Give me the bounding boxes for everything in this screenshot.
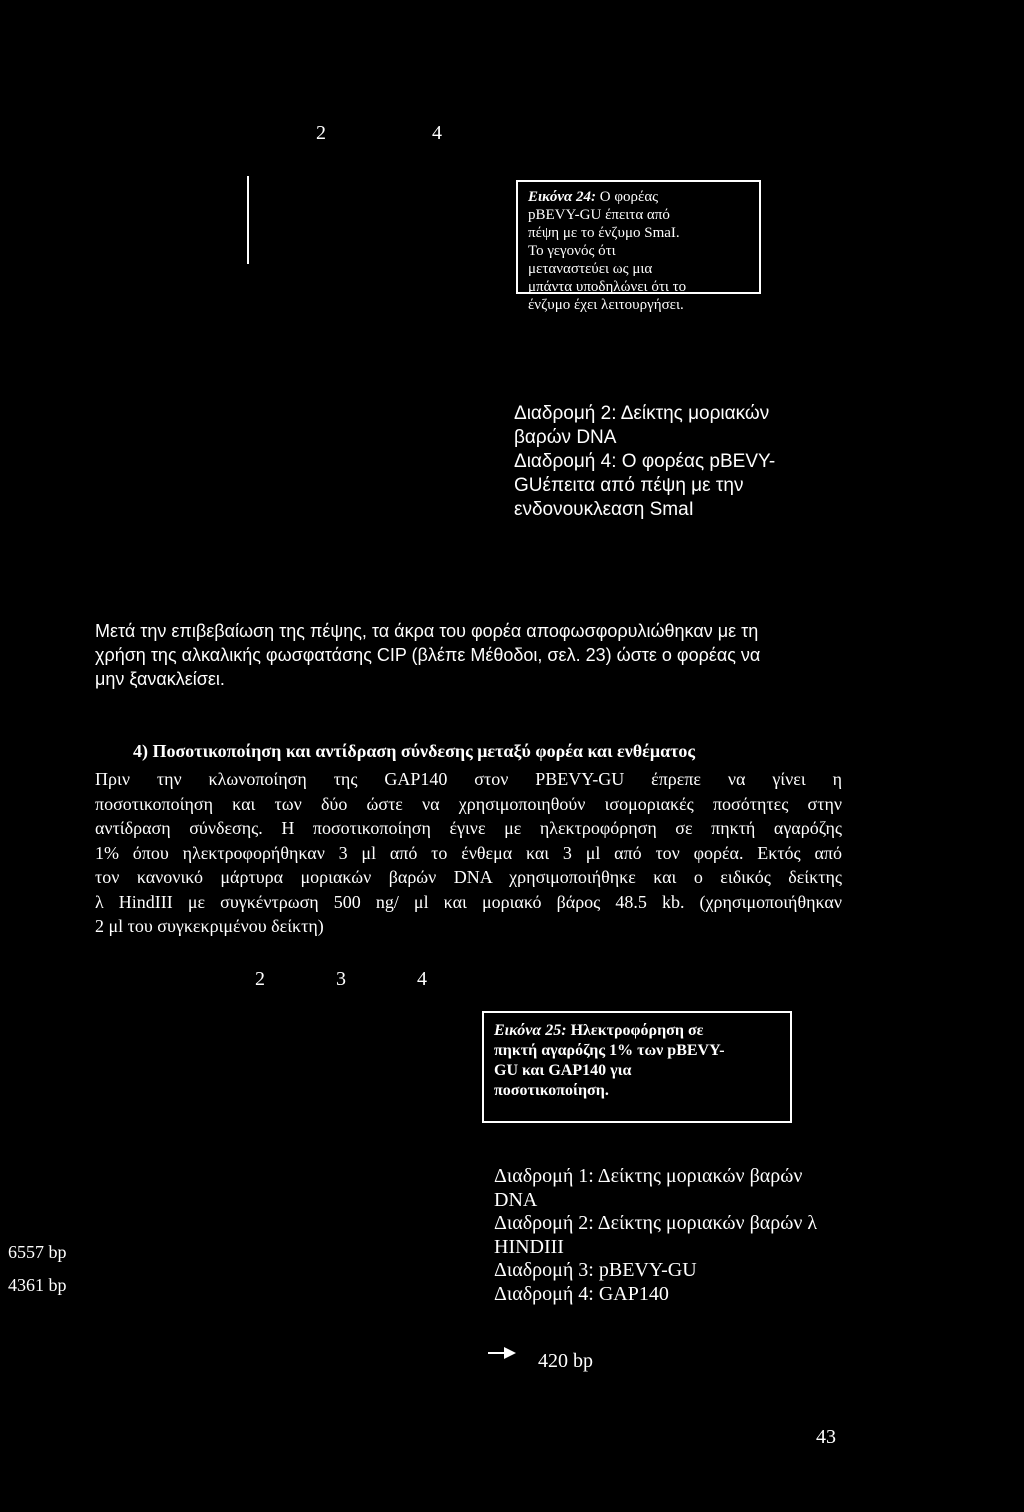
section-4-heading: 4) Ποσοτικοποίηση και αντίδραση σύνδεσης μεταξύ φορέα και ενθέματος (133, 741, 695, 761)
section4-line: ποσοτικοποίηση και των δύο ώστε να χρησιμοποιηθούν ισομοριακές ποσότητες στην (95, 793, 842, 814)
gel1-divider (247, 176, 249, 264)
section4-line: αντίδραση σύνδεσης. Η ποσοτικοποίηση έγινε με ηλεκτροφόρηση σε πηκτή αγαρόζης (95, 818, 842, 838)
legend2-line: DNA (494, 1188, 538, 1211)
legend2-line: HINDIII (494, 1235, 564, 1258)
page-number: 43 (816, 1426, 836, 1448)
caption-25 (482, 1011, 792, 1123)
gel2-lane-3: 3 (336, 968, 346, 990)
caption-25-line: ποσοτικοποίηση. (494, 1082, 609, 1099)
section-4-body (95, 767, 842, 939)
legend2-line: Διαδρομή 1: Δείκτης μοριακών βαρών (494, 1165, 803, 1187)
section4-line: Πριν την κλωνοποίηση της GAP140 στον PBEVY-GU έπρεπε να γίνει η (95, 769, 842, 789)
caption-24 (516, 180, 761, 313)
para1-line: μην ξανακλείσει. (95, 669, 225, 689)
legend2-line: Διαδρομή 3: pBEVY-GU (494, 1259, 697, 1281)
legend1-line: ενδονουκλεαση SmaI (514, 499, 694, 520)
legend1-line: Διαδρομή 4: Ο φορέας pBEVY- (514, 451, 776, 472)
caption-24-line: Ο φορέας (596, 189, 659, 205)
legend1-line: Διαδρομή 2: Δείκτης μοριακών (514, 403, 770, 424)
section4-line: 1% όπου ηλεκτροφορήθηκαν 3 μl από το ένθεμα και 3 μl από τον φορέα. Εκτός από (95, 842, 842, 863)
caption-25-line: πηκτή αγαρόζης 1% των pBEVY- (494, 1042, 725, 1059)
gel1-legend (514, 402, 814, 522)
gel2-legend (494, 1165, 874, 1306)
caption-24-line: μεταναστεύει ως μια (528, 261, 653, 277)
caption-25-line: Ηλεκτροφόρηση σε (566, 1022, 704, 1039)
section4-line: 2 μl του συγκεκριμένου δείκτη) (95, 916, 324, 936)
legend1-line: βαρών DNA (514, 427, 617, 448)
marker-6557bp: 6557 bp (8, 1242, 67, 1262)
caption-24-label: Εικόνα 24: (528, 189, 597, 205)
legend1-line: GUέπειτα από πέψη με την (514, 475, 744, 496)
para1-line: χρήση της αλκαλικής φωσφατάσης CIP (βλέπε Μέθοδοι, σελ. 23) ώστε ο φορέας να (95, 645, 761, 665)
marker-420bp: 420 bp (538, 1350, 593, 1372)
gel1-lane-4: 4 (432, 122, 442, 144)
caption-24-line: ένζυμο έχει λειτουργήσει. (528, 297, 684, 313)
section4-line: τον κανονικό μάρτυρα μοριακών βαρών DNA χρησιμοποιήθηκε και ο ειδικός δείκτης (95, 867, 842, 887)
paragraph-dephosphorylation (95, 619, 855, 691)
caption-24-line: Το γεγονός ότι (528, 243, 616, 259)
arrow-icon (488, 1346, 518, 1360)
legend2-line: Διαδρομή 4: GAP140 (494, 1282, 669, 1305)
gel1-lane-2: 2 (316, 122, 326, 144)
marker-4361bp: 4361 bp (8, 1275, 67, 1295)
caption-25-line: GU και GAP140 για (494, 1062, 632, 1079)
legend2-line: Διαδρομή 2: Δείκτης μοριακών βαρών λ (494, 1212, 818, 1234)
caption-24-line: pBEVY-GU έπειτα από (528, 207, 670, 223)
caption-25-label: Εικόνα 25: (494, 1022, 567, 1039)
caption-24-line: πέψη με το ένζυμο SmaI. (528, 225, 680, 241)
caption-24-line: μπάντα υποδηλώνει ότι το (528, 279, 687, 295)
gel2-lane-2: 2 (255, 968, 265, 990)
gel2-lane-4: 4 (417, 968, 427, 990)
para1-line: Μετά την επιβεβαίωση της πέψης, τα άκρα του φορέα αποφωσφορυλιώθηκαν με τη (95, 621, 759, 641)
section4-line: λ HindIII με συγκέντρωση 500 ng/ μl και μοριακό βάρος 48.5 kb. (χρησιμοποιήθηκαν (95, 891, 842, 912)
